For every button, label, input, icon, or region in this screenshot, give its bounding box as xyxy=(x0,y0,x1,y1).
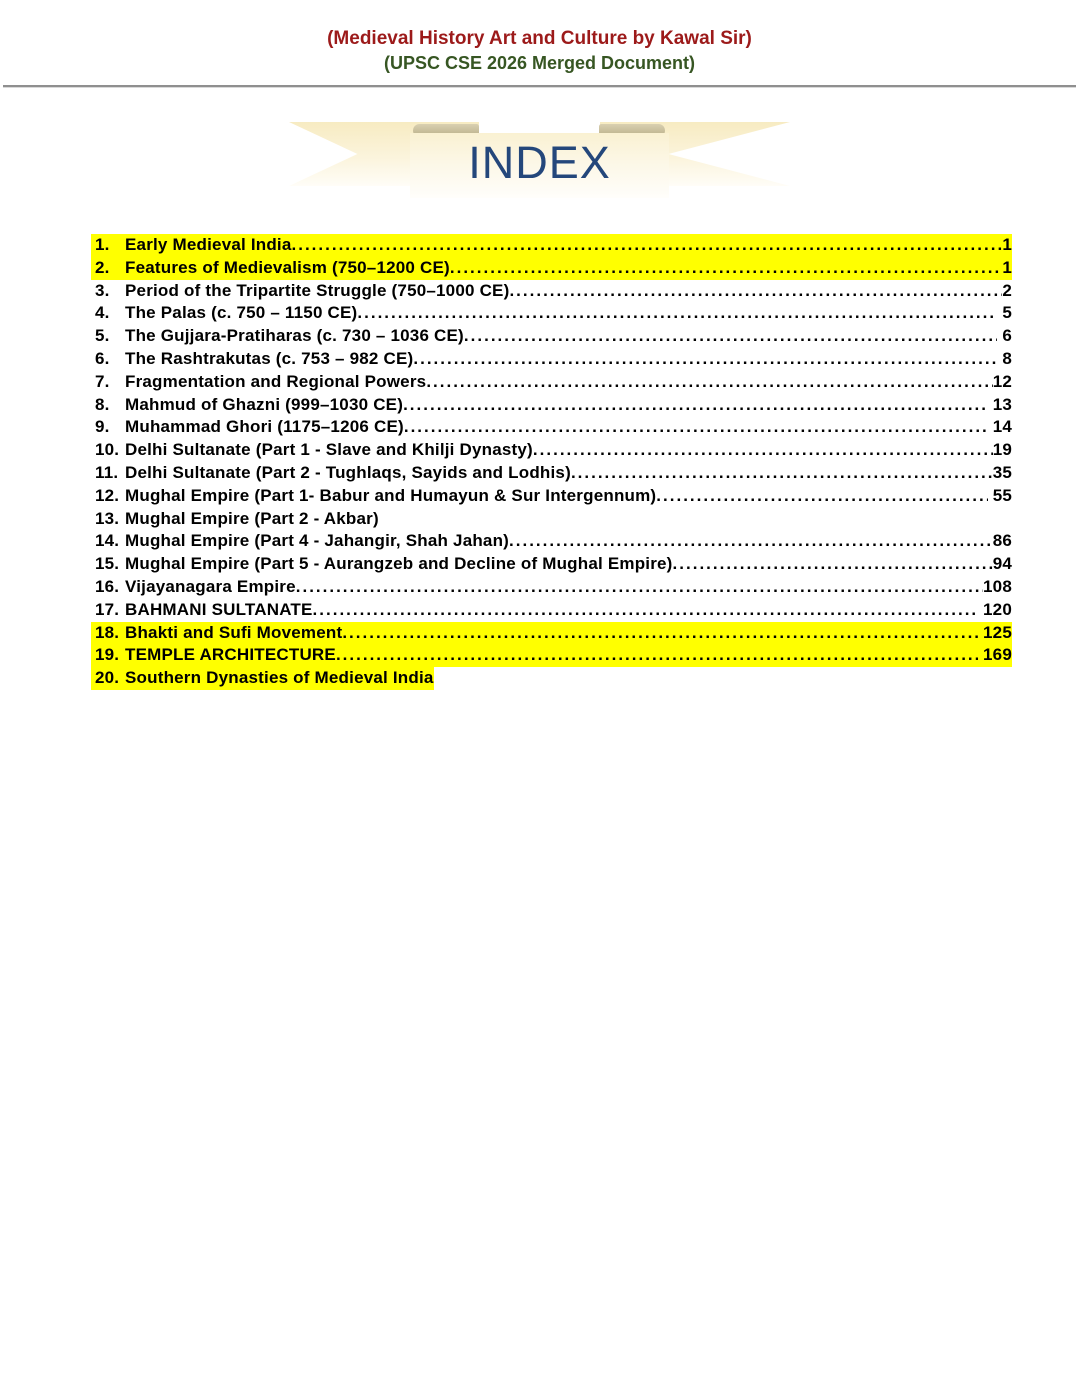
toc-item-number: 13. xyxy=(95,508,120,528)
toc-row[interactable] xyxy=(91,325,1012,348)
toc-dot-leader xyxy=(292,234,1003,257)
toc-item-label: Period of the Tripartite Struggle (750–1000 CE) xyxy=(125,280,510,300)
toc-item-label: The Palas (c. 750 – 1150 CE) xyxy=(125,303,358,323)
toc-dot-leader xyxy=(404,416,988,439)
toc-item-label: Delhi Sultanate (Part 2 - Tughlaqs, Sayids and Lodhis) xyxy=(125,462,571,482)
toc-item-number: 5. xyxy=(95,326,110,346)
toc-item-label: Features of Medievalism (750–1200 CE) xyxy=(125,257,450,277)
toc-row[interactable] xyxy=(91,280,1012,303)
toc-row[interactable] xyxy=(91,644,1012,667)
toc-page-number: 5 xyxy=(997,303,1012,323)
toc-row[interactable] xyxy=(91,394,1012,417)
toc-dot-leader xyxy=(673,553,993,576)
toc-page-number: 14 xyxy=(987,417,1012,437)
toc-row[interactable] xyxy=(91,371,1012,394)
toc-row[interactable] xyxy=(91,508,1012,531)
document-header xyxy=(0,26,1079,75)
toc-item-label: Delhi Sultanate (Part 1 - Slave and Khilji Dynasty) xyxy=(125,440,533,460)
toc-item-label: The Rashtrakutas (c. 753 – 982 CE) xyxy=(125,348,414,368)
toc-item-number: 11. xyxy=(95,462,119,482)
toc-item-number: 8. xyxy=(95,394,110,414)
toc-item-number: 7. xyxy=(95,371,110,391)
toc-dot-leader xyxy=(426,371,992,394)
toc-dot-leader xyxy=(509,280,1002,303)
toc-page-number: 120 xyxy=(978,599,1012,619)
toc-dot-leader xyxy=(403,394,988,417)
toc-page-number: 169 xyxy=(978,645,1012,665)
toc-dot-leader xyxy=(296,576,983,599)
toc-item-number: 6. xyxy=(95,348,110,368)
toc-item-label: Vijayanagara Empire xyxy=(125,576,296,596)
toc-item-number: 1. xyxy=(95,235,110,254)
toc-item-number: 15. xyxy=(95,554,120,574)
toc-page-number: 86 xyxy=(992,531,1012,551)
toc-item-number: 19. xyxy=(95,645,120,665)
toc-row[interactable] xyxy=(91,348,1012,371)
toc-dot-leader xyxy=(533,439,993,462)
toc-item-label: BAHMANI SULTANATE xyxy=(125,599,313,619)
toc-item-label: Mughal Empire (Part 5 - Aurangzeb and Decline of Mughal Empire) xyxy=(125,554,673,574)
toc-item-number: 3. xyxy=(95,280,110,300)
toc-item-label: Mughal Empire (Part 4 - Jahangir, Shah Jahan) xyxy=(125,531,510,551)
toc-page-number: 2 xyxy=(1002,280,1012,300)
toc-page-number: 6 xyxy=(997,326,1012,346)
toc-item-number: 16. xyxy=(95,576,120,596)
toc-item-label: Fragmentation and Regional Powers xyxy=(125,371,427,391)
header-divider xyxy=(3,85,1076,88)
toc-dot-leader xyxy=(342,622,978,645)
toc-page-number: 12 xyxy=(992,371,1012,391)
toc-page-number: 108 xyxy=(983,576,1012,596)
toc-item-label: Mahmud of Ghazni (999–1030 CE) xyxy=(125,394,404,414)
toc-row[interactable] xyxy=(91,553,1012,576)
toc-item-number: 4. xyxy=(95,303,110,323)
toc-page-number: 125 xyxy=(978,622,1012,642)
toc-item-number: 17. xyxy=(95,599,120,619)
toc-dot-leader xyxy=(450,257,1002,280)
toc-list xyxy=(91,234,1012,690)
toc-item-label: Southern Dynasties of Medieval India xyxy=(125,667,434,690)
toc-item-label: Mughal Empire (Part 1- Babur and Humayun & Sur Intergennum) xyxy=(125,485,657,505)
toc-dot-leader xyxy=(357,302,997,325)
toc-dot-leader xyxy=(413,348,997,371)
toc-page-number: 13 xyxy=(987,394,1012,414)
doc-title-line1: (Medieval History Art and Culture by Kawal Sir) xyxy=(327,28,752,49)
toc-row[interactable] xyxy=(91,530,1012,553)
toc-item-number: 2. xyxy=(95,257,110,277)
toc-dot-leader xyxy=(656,485,987,508)
toc-item-label: TEMPLE ARCHITECTURE xyxy=(125,645,336,665)
toc-page-number: 55 xyxy=(987,485,1012,505)
toc-item-number: 10. xyxy=(95,440,120,460)
toc-dot-leader xyxy=(571,462,993,485)
toc-row[interactable] xyxy=(91,257,1012,280)
toc-item-number: 20. xyxy=(91,667,125,690)
toc-dot-leader xyxy=(509,530,993,553)
toc-row[interactable] xyxy=(91,667,1012,690)
toc-item-number: 12. xyxy=(95,485,120,505)
toc-row[interactable] xyxy=(91,622,1012,645)
toc-dot-leader xyxy=(313,599,979,622)
index-title: INDEX xyxy=(468,137,611,188)
toc-row[interactable] xyxy=(91,302,1012,325)
toc-dot-leader xyxy=(336,644,978,667)
toc-row[interactable] xyxy=(91,416,1012,439)
toc-page-number: 1 xyxy=(1002,257,1012,277)
toc-item-label: Early Medieval India xyxy=(125,235,292,254)
toc-item-number: 14. xyxy=(95,531,120,551)
doc-title-line2: (UPSC CSE 2026 Merged Document) xyxy=(383,52,696,73)
index-banner xyxy=(289,121,790,199)
toc-page-number: 8 xyxy=(997,348,1012,368)
toc-item-number: 18. xyxy=(95,622,120,642)
toc-row[interactable] xyxy=(91,462,1012,485)
toc-page-number: 94 xyxy=(992,554,1012,574)
toc-item-number: 9. xyxy=(95,417,110,437)
toc-row[interactable] xyxy=(91,234,1012,257)
toc-row[interactable] xyxy=(91,576,1012,599)
toc-item-label: Muhammad Ghori (1175–1206 CE) xyxy=(125,417,404,437)
toc-item-label: Mughal Empire (Part 2 - Akbar) xyxy=(125,508,379,528)
toc-dot-leader xyxy=(464,325,998,348)
toc-item-label: The Gujjara-Pratiharas (c. 730 – 1036 CE) xyxy=(125,326,464,346)
toc-item-label: Bhakti and Sufi Movement xyxy=(125,622,343,642)
toc-row[interactable] xyxy=(91,485,1012,508)
toc-row[interactable] xyxy=(91,439,1012,462)
toc-page-number: 19 xyxy=(992,440,1012,460)
toc-page-number: 35 xyxy=(992,462,1012,482)
toc-page-number: 1 xyxy=(1002,235,1012,254)
toc-row[interactable] xyxy=(91,599,1012,622)
